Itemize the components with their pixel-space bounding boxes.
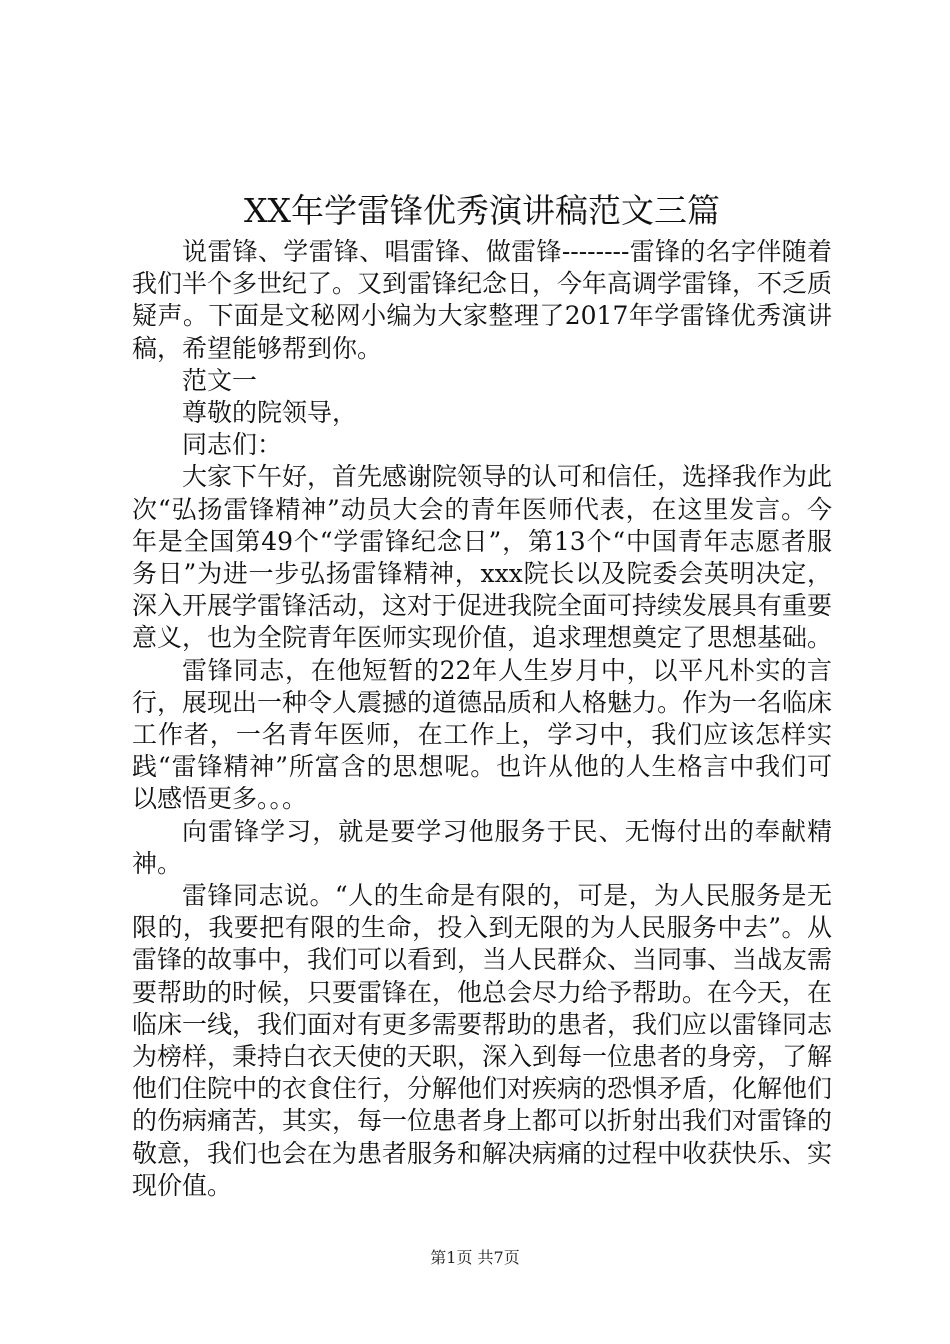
document-body [132,236,832,1202]
paragraph-leifeng-life: 雷锋同志，在他短暂的22年人生岁月中，以平凡朴实的言行，展现出一种令人震撼的道德品质和人格魅力。作为一名临床工作者，一名青年医师，在工作上，学习中，我们应该怎样实践“雷锋精神”所富含的思想呢。也许从他的人生格言中我们可以感悟更多。。。 [132,655,833,814]
paragraph-salutation-2: 同志们： [182,430,283,460]
document-title: XX年学雷锋优秀演讲稿范文三篇 [244,191,720,230]
paragraph-sample-heading: 范文一 [182,365,258,395]
paragraph-salutation: 尊敬的院领导， [182,398,358,428]
paragraph-opening: 大家下午好，首先感谢院领导的认可和信任，选择我作为此次“弘扬雷锋精神”动员大会的青年医师代表，在这里发言。今年是全国第49个“学雷锋纪念日”，第13个“中国青年志愿者服务日”为进一步弘扬雷锋精神，xxx院长以及院委会英明决定，深入开展学雷锋活动，这对于促进我院全面可持续发展具有重要意义，也为全院青年医师实现价值，追求理想奠定了思想基础。 [132,462,833,653]
paragraph-leifeng-quote: 雷锋同志说。“人的生命是有限的，可是，为人民服务是无限的，我要把有限的生命，投入到无限的为人民服务中去”。从雷锋的故事中，我们可以看到，当人民群众、当同事、当战友需要帮助的时候，只要雷锋在，他总会尽力给予帮助。在今天，在临床一线，我们面对有更多需要帮助的患者，我们应以雷锋同志为榜样，秉持白衣天使的天职，深入到每一位患者的身旁，了解他们住院中的衣食住行，分解他们对疾病的恐惧矛盾，化解他们的伤病痛苦，其实，每一位患者身上都可以折射出我们对雷锋的敬意，我们也会在为患者服务和解决病痛的过程中收获快乐、实现价值。 [132,881,833,1200]
page-footer: 第1页 共7页 [430,1248,520,1267]
paragraph-learn-dedication: 向雷锋学习，就是要学习他服务于民、无悔付出的奉献精神。 [132,816,832,878]
paragraph-intro: 说雷锋、学雷锋、唱雷锋、做雷锋--------雷锋的名字伴随着我们半个多世纪了。又到雷锋纪念日，今年高调学雷锋，不乏质疑声。下面是文秘网小编为大家整理了2017年学雷锋优秀演讲稿，希望能够帮到你。 [132,237,833,363]
document-page [132,188,832,1202]
